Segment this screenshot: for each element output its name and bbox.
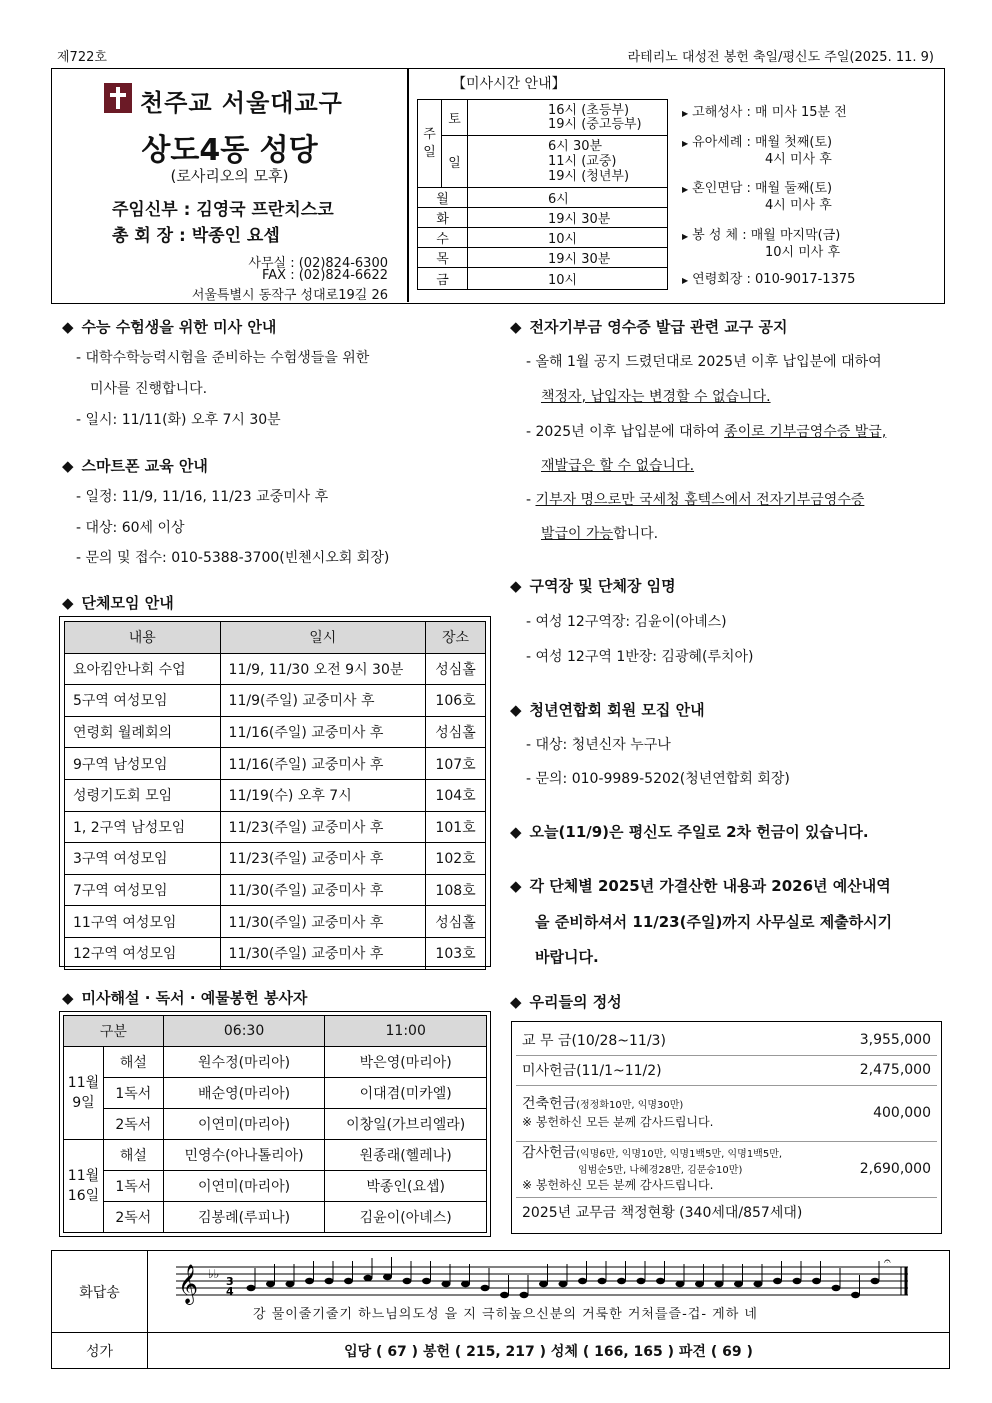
music-note xyxy=(559,1281,568,1287)
table-row: 요아킴안나회 수업 11/9, 11/30 오전 9시 30분 성심홀 xyxy=(65,653,486,685)
weekday-label: 금 xyxy=(418,268,468,290)
table-row: 1독서 이연미(마리아) 박종인(요셉) xyxy=(64,1171,487,1202)
tax-receipt-title: ◆ 전자기부금 영수증 발급 관련 교구 공지 xyxy=(510,318,788,336)
budget-notice-line: 바랍니다. xyxy=(535,948,599,966)
table-row: 성령기도회 모임 11/19(수) 오후 7시 104호 xyxy=(65,779,486,811)
group-meetings-table xyxy=(64,621,486,970)
marriage-info: ▶ 혼인면담 : 매월 둘째(토) 4시 미사 후 xyxy=(682,181,833,213)
music-note xyxy=(325,1278,334,1284)
table-row: 2독서 김봉례(루피나) 김윤이(아녜스) xyxy=(64,1202,487,1233)
weekday-time: 10시 xyxy=(468,228,668,248)
music-note xyxy=(286,1281,295,1287)
music-note xyxy=(871,1278,880,1284)
music-note xyxy=(812,1278,821,1284)
table-row: 11월 9일 해설 원수정(마리아) 박은영(마리아) xyxy=(64,1047,487,1078)
group-meetings-title: ◆ 단체모임 안내 xyxy=(62,594,174,612)
music-note xyxy=(539,1281,548,1287)
music-note xyxy=(578,1278,587,1284)
music-note xyxy=(598,1278,607,1284)
anointing-info: ▶ 봉 성 체 : 매월 마지막(금) 10시 미사 후 xyxy=(682,228,841,260)
psalm-label: 화답송 xyxy=(52,1251,148,1333)
music-note xyxy=(695,1281,704,1287)
mass-times-table xyxy=(417,99,668,290)
offering-row: 감사헌금(익명6만, 익명10만, 익명1백5만, 익명1백5만, 임범순5만, 나혜경28만, 김문승10만) ※ 봉헌하신 모든 분께 감사드립니다. 2,690,000 xyxy=(516,1141,937,1197)
music-note xyxy=(832,1285,841,1291)
music-note xyxy=(305,1278,314,1284)
csat-mass-title: ◆ 수능 수험생을 위한 미사 안내 xyxy=(62,318,277,336)
volunteer-date: 11월 16일 xyxy=(64,1140,104,1233)
music-note xyxy=(715,1281,724,1287)
table-row: 9구역 남성모임 11/16(주일) 교중미사 후 107호 xyxy=(65,748,486,780)
psalm-score xyxy=(148,1251,950,1333)
psalm-lyrics: 강 물이줄기줄기 하느님의도성 을 지 극히높으신분의 거룩한 거처를즐-겁- 게하 네 xyxy=(253,1307,758,1322)
music-note xyxy=(403,1278,412,1284)
church-name: 상도4동 성당 xyxy=(141,133,318,168)
budget-notice: ◆ 각 단체별 2025년 가결산한 내용과 2026년 예산내역 xyxy=(510,877,891,895)
music-note xyxy=(344,1278,353,1284)
svg-text:3: 3 xyxy=(226,1275,234,1288)
issue-number: 제722호 xyxy=(57,50,107,65)
tax-line: 책정자, 납입자는 변경할 수 없습니다. xyxy=(541,389,771,405)
music-note xyxy=(461,1281,470,1287)
smartphone-contact: - 문의 및 접수: 010-5388-3700(빈첸시오회 회장) xyxy=(76,550,390,566)
table-row: 1, 2구역 남성모임 11/23(주일) 교중미사 후 101호 xyxy=(65,811,486,843)
pastor-name: 주임신부 : 김영국 프란치스코 xyxy=(112,200,334,220)
weekday-label: 목 xyxy=(418,248,468,268)
bulletin-date: 라테리노 대성전 봉헌 축일/평신도 주일(2025. 11. 9) xyxy=(627,50,934,65)
church-address: 서울특별시 동작구 성대로19길 26 xyxy=(191,288,388,303)
music-note xyxy=(364,1275,373,1281)
table-header: 내용 일시 장소 xyxy=(65,622,486,654)
csat-line: 미사를 진행합니다. xyxy=(90,381,208,397)
mass-times-title: 【미사시간 안내】 xyxy=(452,76,566,92)
hymn-numbers: 입당 ( 67 ) 봉헌 ( 215, 217 ) 성체 ( 166, 165 ) 파견 ( 69 ) xyxy=(148,1333,950,1369)
music-note xyxy=(500,1292,509,1298)
music-note xyxy=(266,1281,275,1287)
youth-contact: - 문의: 010-9989-5202(청년연합회 회장) xyxy=(526,771,790,787)
table-row: 연령회 월례회의 11/16(주일) 교중미사 후 성심홀 xyxy=(65,716,486,748)
csat-line: - 대학수학능력시험을 준비하는 수험생들을 위한 xyxy=(76,350,370,366)
offerings-title: ◆ 우리들의 정성 xyxy=(510,993,622,1011)
saturday-label: 토 xyxy=(442,100,468,136)
music-note xyxy=(383,1274,392,1280)
music-note xyxy=(442,1281,451,1287)
table-header: 구분 06:30 11:00 xyxy=(64,1016,487,1047)
archdiocese-logo-icon xyxy=(104,83,132,113)
music-note xyxy=(754,1281,763,1287)
saturday-times: 16시 (초등부) 19시 (중고등부) xyxy=(468,100,668,136)
music-note xyxy=(793,1278,802,1284)
president-name: 총 회 장 : 박종인 요셉 xyxy=(112,226,280,246)
music-note xyxy=(617,1278,626,1284)
table-row: 3구역 여성모임 11/23(주일) 교중미사 후 102호 xyxy=(65,843,486,875)
volunteers-table xyxy=(63,1015,487,1233)
music-note xyxy=(520,1292,529,1298)
tax-line: - 2025년 이후 납입분에 대하여 종이로 기부금영수증 발급, xyxy=(526,424,887,440)
fax-number: FAX : (02)824-6622 xyxy=(261,268,388,283)
weekday-label: 수 xyxy=(418,228,468,248)
offering-row: 교 무 금(10/28~11/3) 3,955,000 xyxy=(516,1025,937,1055)
table-row: 7구역 여성모임 11/30(주일) 교중미사 후 108호 xyxy=(65,874,486,906)
appointment-title: ◆ 구역장 및 단체장 임명 xyxy=(510,577,676,595)
music-note xyxy=(422,1278,431,1284)
music-note xyxy=(773,1278,782,1284)
sunday-times: 6시 30분 11시 (교중) 19시 (청년부) xyxy=(468,136,668,188)
office-phone: 사무실 : (02)824-6300 xyxy=(248,256,388,271)
archdiocese-logo-text: 천주교 서울대교구 xyxy=(140,89,343,117)
table-row: 11월 16일 해설 민영수(아나톨리아) 원종래(헬레나) xyxy=(64,1140,487,1171)
council-info: ▶ 연령회장 : 010-9017-1375 xyxy=(682,272,856,287)
weekday-time: 19시 30분 xyxy=(468,248,668,268)
appointment-line: - 여성 12구역 1반장: 김광혜(루치아) xyxy=(526,649,754,665)
offering-row: 미사헌금(11/1~11/2) 2,475,000 xyxy=(516,1055,937,1085)
tax-line: - 올해 1월 공지 드렸던대로 2025년 이후 납입분에 대하여 xyxy=(526,354,882,370)
svg-text:𝄐: 𝄐 xyxy=(884,1254,891,1268)
sunday-day-label: 일 xyxy=(442,136,468,188)
svg-text:4: 4 xyxy=(226,1285,234,1298)
tax-line: - 기부자 명으로만 국세청 홈텍스에서 전자기부금영수증 xyxy=(526,492,865,508)
csat-date: - 일시: 11/11(화) 오후 7시 30분 xyxy=(76,412,281,428)
smartphone-target: - 대상: 60세 이상 xyxy=(76,520,185,536)
svg-text:♭♭: ♭♭ xyxy=(208,1267,220,1281)
youth-recruit-title: ◆ 청년연합회 회원 모집 안내 xyxy=(510,701,705,719)
weekday-time: 19시 30분 xyxy=(468,208,668,228)
appointment-line: - 여성 12구역장: 김윤이(아녜스) xyxy=(526,614,727,630)
music-note xyxy=(851,1292,860,1298)
header-box xyxy=(51,68,945,304)
table-row: 2독서 이연미(마리아) 이창일(가브리엘라) xyxy=(64,1109,487,1140)
table-row: 1독서 배순영(마리아) 이대겸(미카엘) xyxy=(64,1078,487,1109)
bottom-table xyxy=(51,1250,950,1369)
sunday-label: 주일 xyxy=(418,100,442,188)
church-subtitle: (로사리오의 모후) xyxy=(170,167,289,185)
table-row: 11구역 여성모임 11/30(주일) 교중미사 후 성심홀 xyxy=(65,906,486,938)
baptism-info: ▶ 유아세례 : 매월 첫째(토) 4시 미사 후 xyxy=(682,135,833,167)
offering-row: 건축헌금(정정화10만, 익명30만) ※ 봉헌하신 모든 분께 감사드립니다. 400,000 xyxy=(516,1085,937,1141)
youth-target: - 대상: 청년신자 누구나 xyxy=(526,737,671,753)
offerings-table xyxy=(516,1025,937,1227)
music-note xyxy=(734,1281,743,1287)
weekday-label: 월 xyxy=(418,188,468,208)
table-row: 12구역 여성모임 11/30(주일) 교중미사 후 103호 xyxy=(65,937,486,969)
music-note xyxy=(481,1285,490,1291)
weekday-time: 10시 xyxy=(468,268,668,290)
tax-line: 발급이 가능합니다. xyxy=(541,526,659,542)
offering-row: 2025년 교무금 책정현황 (340세대/857세대) xyxy=(522,1205,803,1222)
music-note xyxy=(637,1278,646,1284)
smartphone-schedule: - 일정: 11/9, 11/16, 11/23 교중미사 후 xyxy=(76,489,329,505)
confession-info: ▶ 고해성사 : 매 미사 15분 전 xyxy=(682,105,847,120)
tax-line: 재발급은 할 수 없습니다. xyxy=(541,458,695,474)
table-row: 5구역 여성모임 11/9(주일) 교중미사 후 106호 xyxy=(65,685,486,717)
music-note xyxy=(676,1281,685,1287)
weekday-time: 6시 xyxy=(468,188,668,208)
budget-notice-line: 을 준비하셔서 11/23(주일)까지 사무실로 제출하시기 xyxy=(535,913,893,931)
music-note xyxy=(247,1285,256,1291)
weekday-label: 화 xyxy=(418,208,468,228)
smartphone-edu-title: ◆ 스마트폰 교육 안내 xyxy=(62,457,208,475)
music-note xyxy=(656,1278,665,1284)
second-collection-notice: ◆ 오늘(11/9)은 평신도 주일로 2차 헌금이 있습니다. xyxy=(510,823,869,841)
svg-text:𝄞: 𝄞 xyxy=(178,1264,199,1304)
hymn-label: 성가 xyxy=(52,1333,148,1369)
volunteer-date: 11월 9일 xyxy=(64,1047,104,1140)
volunteers-title: ◆ 미사해설 · 독서 · 예물봉헌 봉사자 xyxy=(62,989,308,1007)
